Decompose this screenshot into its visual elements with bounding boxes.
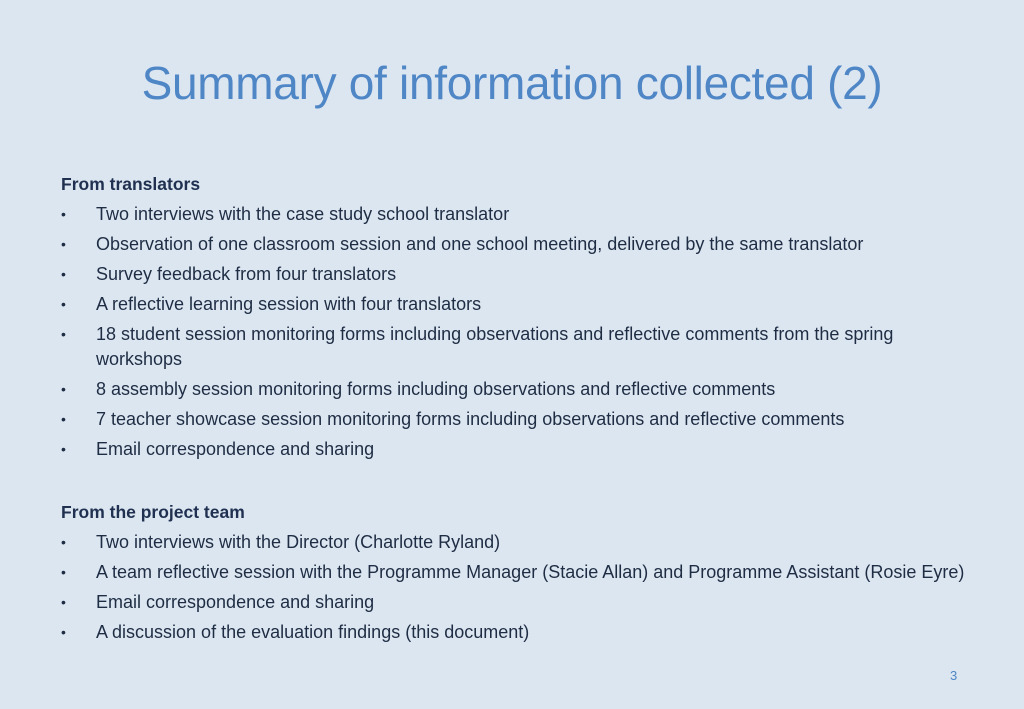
bullet-icon: • — [61, 594, 66, 610]
list-item — [61, 560, 981, 585]
bullet-list — [61, 530, 981, 645]
bullet-icon: • — [61, 441, 66, 457]
list-item-text: A reflective learning session with four translators — [96, 294, 482, 314]
list-item-text: Survey feedback from four translators — [96, 264, 397, 284]
list-item — [61, 322, 981, 372]
list-item-text: Email correspondence and sharing — [96, 592, 375, 612]
list-item — [61, 590, 981, 615]
list-item — [61, 292, 981, 317]
list-item — [61, 377, 981, 402]
bullet-icon: • — [61, 296, 66, 312]
bullet-icon: • — [61, 624, 66, 640]
list-item-text: Two interviews with the Director (Charlotte Ryland) — [96, 532, 501, 552]
list-item — [61, 202, 981, 227]
bullet-icon: • — [61, 381, 66, 397]
bullet-icon: • — [61, 206, 66, 222]
list-item — [61, 437, 981, 462]
list-item-text: Two interviews with the case study school translator — [96, 204, 510, 224]
section-from-translators — [61, 173, 981, 467]
list-item-text: 18 student session monitoring forms including observations and reflective comments from the spring workshops — [96, 324, 894, 369]
list-item — [61, 620, 981, 645]
page-number: 3 — [950, 668, 958, 683]
list-item — [61, 407, 981, 432]
list-item-text: Email correspondence and sharing — [96, 439, 375, 459]
list-item-text: A discussion of the evaluation findings (this document) — [96, 622, 530, 642]
list-item-text: 8 assembly session monitoring forms including observations and reflective comments — [96, 379, 776, 399]
list-item — [61, 262, 981, 287]
bullet-icon: • — [61, 534, 66, 550]
slide-title: Summary of information collected (2) — [141, 57, 883, 109]
list-item — [61, 530, 981, 555]
list-item-text: A team reflective session with the Programme Manager (Stacie Allan) and Programme Assistant (Rosie Eyre) — [96, 562, 965, 582]
list-item-text: 7 teacher showcase session monitoring forms including observations and reflective comments — [96, 409, 845, 429]
bullet-icon: • — [61, 326, 66, 342]
bullet-icon: • — [61, 564, 66, 580]
section-from-project-team — [61, 501, 981, 650]
bullet-list — [61, 202, 981, 462]
bullet-icon: • — [61, 236, 66, 252]
section-heading: From translators — [61, 174, 201, 194]
list-item — [61, 232, 981, 257]
bullet-icon: • — [61, 411, 66, 427]
list-item-text: Observation of one classroom session and one school meeting, delivered by the same translator — [96, 234, 864, 254]
section-heading: From the project team — [61, 502, 245, 522]
bullet-icon: • — [61, 266, 66, 282]
